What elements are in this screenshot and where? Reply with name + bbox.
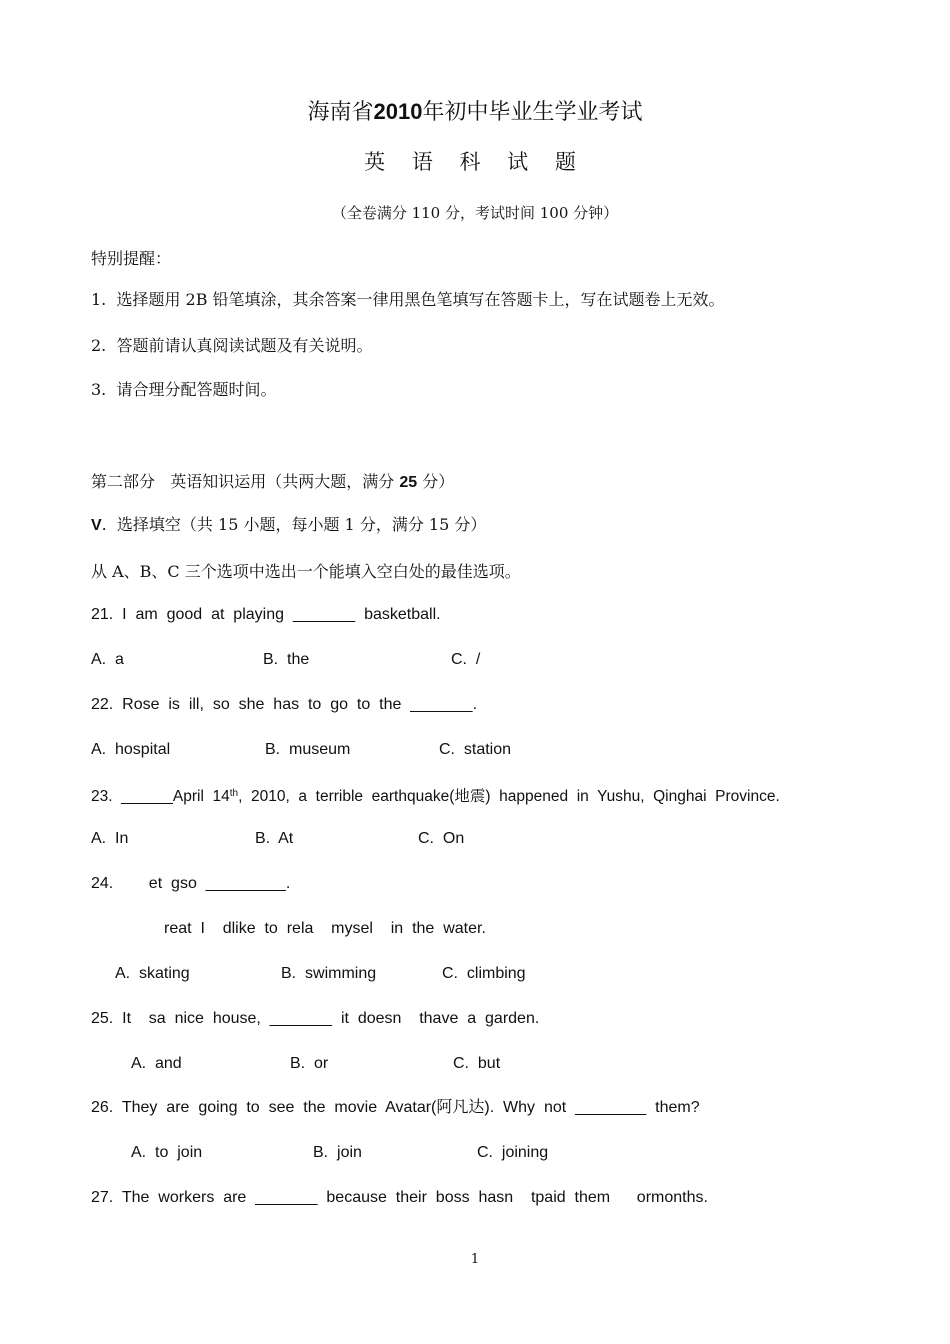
part2-score: 25	[399, 474, 418, 491]
q24-option-a: A. skating	[115, 965, 190, 982]
q23-option-b: B. At	[255, 830, 294, 847]
q23-stem-start: 23. ______April 14	[91, 788, 230, 805]
q23-stem-end: , 2010, a terrible earthquake(地震) happened in Yushu, Qinghai Province.	[238, 788, 780, 805]
question-21: 21. I am good at playing _______ basketball.	[91, 606, 441, 623]
q21-option-c: C. /	[451, 651, 481, 668]
question-22: 22. Rose is ill, so she has to go to the _______.	[91, 696, 478, 713]
q21-option-b: B. the	[263, 651, 310, 668]
q22-option-b: B. museum	[265, 741, 351, 758]
q25-option-a: A. and	[131, 1055, 182, 1072]
reminder-item-2: 2. 答题前请认真阅读试题及有关说明。	[91, 336, 373, 355]
q25-option-c: C. but	[453, 1055, 501, 1072]
title-year: 2010	[373, 99, 423, 124]
q22-option-c: C. station	[439, 741, 512, 758]
section-instruction: 从 A、B、C 三个选项中选出一个能填入空白处的最佳选项。	[91, 562, 521, 581]
section-label: V	[91, 517, 102, 534]
section-v-heading	[91, 515, 486, 536]
reminder-heading: 特别提醒：	[91, 249, 172, 268]
title-province: 海南省	[307, 100, 374, 125]
exam-subject: 英 语 科 试 题	[364, 150, 586, 174]
q26-option-b: B. join	[313, 1144, 362, 1161]
q24-option-b: B. swimming	[281, 965, 377, 982]
q21-option-a: A. a	[91, 651, 124, 668]
q23-option-a: A. In	[91, 830, 129, 847]
q23-superscript: th	[229, 788, 239, 799]
q25-option-b: B. or	[290, 1055, 329, 1072]
title-exam-name: 年初中毕业生学业考试	[422, 100, 643, 125]
q26-option-a: A. to join	[131, 1144, 203, 1161]
q22-option-a: A. hospital	[91, 741, 171, 758]
q23-option-c: C. On	[418, 830, 465, 847]
reminder-item-3: 3. 请合理分配答题时间。	[91, 380, 277, 399]
question-24: 24. et gso _________.	[91, 875, 291, 892]
reminder-item-1: 1. 选择题用 2B 铅笔填涂，其余答案一律用黑色笔填写在答题卡上，写在试题卷上无效。	[91, 290, 725, 309]
question-27: 27. The workers are _______ because their boss hasn tpaid them ormonths.	[91, 1189, 708, 1206]
question-25: 25. It sa nice house, _______ it doesn thave a garden.	[91, 1010, 540, 1027]
question-26: 26. They are going to see the movie Avatar(阿凡达). Why not ________ them?	[91, 1099, 700, 1116]
q24-option-c: C. climbing	[442, 965, 526, 982]
q26-option-c: C. joining	[477, 1144, 549, 1161]
part2-heading-end: 分）	[417, 472, 455, 491]
question-23	[91, 784, 780, 807]
page-number: 1	[470, 1252, 480, 1267]
part2-heading-text: 第二部分 英语知识运用（共两大题，满分	[91, 472, 400, 491]
part2-heading	[91, 472, 454, 493]
section-text: . 选择填空（共 15 小题，每小题 1 分，满分 15 分）	[101, 515, 487, 534]
exam-note: （全卷满分 110 分，考试时间 100 分钟）	[331, 204, 619, 222]
exam-title	[0, 97, 950, 128]
question-24-line-2: reat I dlike to rela mysel in the water.	[164, 920, 486, 937]
